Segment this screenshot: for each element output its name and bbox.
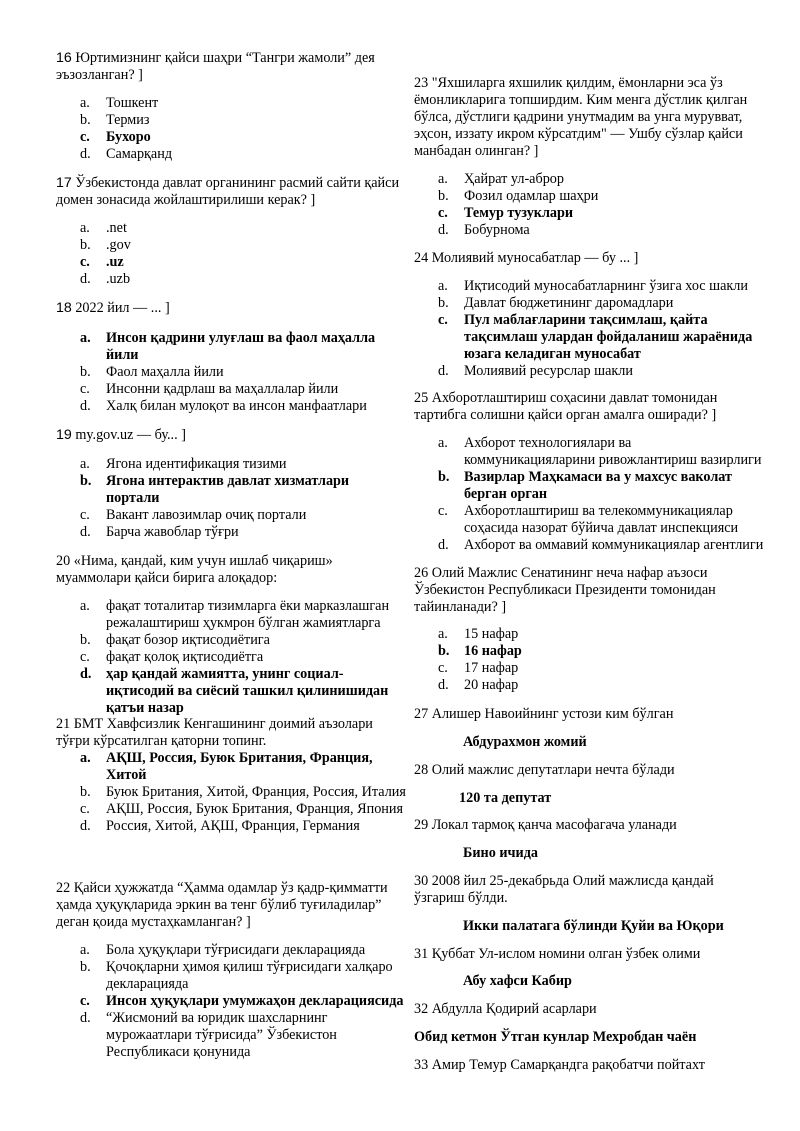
option-text: “Жисмоний ва юридик шахсларнинг мурожаатлари тўғрисида” Ўзбекистон Республикаси қонунида: [106, 1010, 337, 1060]
option-item: [56, 129, 406, 146]
option-marker: c.: [80, 507, 90, 523]
option-item: [56, 507, 406, 524]
question-16: [56, 50, 406, 84]
option-text: АҚШ, Россия, Буюк Британия, Франция, Хитой: [106, 750, 373, 783]
question-23: 23 "Яхшиларга яхшилик қилдим, ёмонларни эса ўз ёмонликларига топширдим. Ким менга дўстлик қилган бўлса, дўстлиги қадрини унутмадим ва унга мурувват, эҳсон, иззату икром кўрсатдим" — Ушбу сўзлар қайси манбадан олинган? ]: [414, 75, 748, 159]
option-marker: b.: [80, 112, 91, 128]
option-marker: d.: [438, 222, 449, 238]
option-marker: a.: [80, 598, 90, 614]
option-item: [56, 666, 406, 717]
question-26: 26 Олий Мажлис Сенатининг неча нафар аъзоси Ўзбекистон Республикаси Президенти томонидан тайинланади? ]: [414, 565, 716, 615]
option-marker: d.: [80, 271, 91, 287]
option-marker: d.: [438, 363, 449, 379]
option-marker: a.: [80, 220, 90, 236]
option-item: [414, 205, 764, 222]
option-text: .uzb: [106, 271, 131, 287]
option-marker: a.: [438, 435, 448, 451]
question-24: 24 Молиявий муносабатлар — бу ... ]: [414, 250, 639, 266]
option-marker: d.: [80, 524, 91, 540]
option-marker: b.: [80, 364, 91, 380]
option-marker: d.: [80, 146, 91, 162]
option-marker: d.: [438, 537, 449, 553]
question-17: [56, 175, 406, 209]
option-text: Россия, Хитой, АҚШ, Франция, Германия: [106, 818, 360, 834]
option-item: [56, 942, 406, 959]
options-16: [56, 95, 406, 163]
option-text: Самарқанд: [106, 146, 173, 162]
question-number: 17: [56, 175, 72, 191]
option-text: фақат бозор иқтисодиётига: [106, 632, 270, 648]
option-text: фақат қолоқ иқтисодиётга: [106, 649, 264, 665]
option-text: Ахборот технологиялари ва коммуникацияларини ривожлантириш вазирлиги: [464, 435, 762, 468]
answer-27: Абдурахмон жомий: [463, 734, 587, 750]
option-marker: a.: [438, 626, 448, 642]
option-item: [414, 171, 764, 188]
options-19: [56, 456, 406, 541]
options-22: [56, 942, 406, 1061]
question-31: 31 Қуббат Ул-ислом номини олган ўзбек олими: [414, 946, 701, 962]
options-20: [56, 598, 406, 717]
option-item: [56, 146, 406, 163]
question-28: 28 Олий мажлис депутатлари нечта бўлади: [414, 762, 675, 778]
answer-32: Обид кетмон Ўтган кунлар Мехробдан чаён: [414, 1029, 697, 1045]
option-item: [56, 398, 406, 415]
option-text: Вазирлар Маҳкамаси ва у махсус ваколат берган орган: [464, 469, 732, 502]
option-item: [56, 271, 406, 288]
option-text: Давлат бюджетининг даромадлари: [464, 295, 674, 311]
option-text: 15 нафар: [464, 626, 519, 642]
question-30: 30 2008 йил 25-декабрьда Олий мажлисда қандай ўзгариш бўлди.: [414, 873, 714, 906]
option-text: Инсон қадрини улуғлаш ва фаол маҳалла йили: [106, 330, 376, 363]
option-item: [414, 295, 764, 312]
option-marker: b.: [438, 188, 449, 204]
option-marker: d.: [80, 666, 92, 682]
option-text: 17 нафар: [464, 660, 519, 676]
option-item: [56, 959, 406, 993]
option-item: [56, 473, 406, 507]
option-text: .net: [106, 220, 127, 236]
option-item: [56, 801, 406, 818]
answer-30: Икки палатага бўлинди Қуйи ва Юқори: [463, 918, 724, 934]
option-marker: c.: [80, 801, 90, 817]
option-text: Халқ билан мулоқот ва инсон манфаатлари: [106, 398, 367, 414]
option-item: [414, 677, 764, 694]
option-marker: b.: [80, 632, 91, 648]
option-marker: b.: [80, 237, 91, 253]
option-item: [414, 537, 764, 554]
option-text: Бухоро: [106, 129, 151, 145]
option-text: Фаол маҳалла йили: [106, 364, 224, 380]
option-marker: d.: [438, 677, 449, 693]
option-item: [414, 363, 764, 380]
option-item: [56, 784, 406, 801]
options-23: [414, 171, 764, 239]
options-24: [414, 278, 764, 380]
option-item: [56, 254, 406, 271]
options-17: [56, 220, 406, 288]
answer-29: Бино ичида: [463, 845, 538, 861]
question-number: 16: [56, 50, 72, 66]
question-25: 25 Ахборотлаштириш соҳасини давлат томонидан тартибга солишни қайси орган амалга оширади? ]: [414, 390, 718, 423]
option-item: [56, 632, 406, 649]
question-19: [56, 427, 406, 444]
option-text: Ахборот ва оммавий коммуникациялар агентлиги: [464, 537, 764, 553]
option-item: [414, 503, 764, 537]
question-21: 21 БМТ Хавфсизлик Кенгашининг доимий аъзолари тўғри кўрсатилган қаторни топинг.: [56, 716, 373, 749]
option-marker: c.: [80, 129, 90, 145]
question-text: Юртимизнинг қайси шаҳри “Тангри жамоли” дея эъзозланган? ]: [56, 50, 375, 83]
option-marker: d.: [80, 818, 91, 834]
question-18: [56, 300, 406, 317]
option-text: Инсон ҳуқуқлари умумжаҳон декларациясида: [106, 993, 404, 1009]
option-marker: c.: [438, 312, 448, 328]
option-item: [56, 524, 406, 541]
question-20: 20 «Нима, қандай, ким учун ишлаб чиқариш» муаммолари қайси бирига алоқадор:: [56, 553, 333, 586]
option-marker: d.: [80, 1010, 91, 1026]
option-text: .uz: [106, 254, 124, 270]
options-25: [414, 435, 764, 554]
options-18: [56, 330, 406, 415]
option-item: [56, 112, 406, 129]
option-item: [56, 598, 406, 632]
question-22: 22 Қайси ҳужжатда “Ҳамма одамлар ўз қадр-қимматти ҳамда ҳуқуқларида эркин ва тенг бўлиб туғиладилар” деган қоида мустаҳкамланган? ]: [56, 880, 388, 930]
option-item: [56, 1010, 406, 1061]
option-item: [414, 222, 764, 239]
option-item: [56, 364, 406, 381]
option-item: [56, 237, 406, 254]
option-text: Ягона интерактив давлат хизматлари портали: [106, 473, 350, 506]
option-item: [56, 818, 406, 835]
option-text: Молиявий ресурслар шакли: [464, 363, 633, 379]
option-marker: a.: [80, 750, 91, 766]
option-text: ҳар қандай жамиятта, унинг социал-иқтисодий ва сиёсий ташкил қилинишидан қатъи назар: [106, 666, 389, 716]
option-text: Бобурнома: [464, 222, 530, 238]
option-marker: c.: [438, 660, 448, 676]
option-item: [56, 95, 406, 112]
option-marker: c.: [438, 205, 448, 221]
option-marker: a.: [80, 942, 90, 958]
option-text: Бола ҳуқуқлари тўғрисидаги декларацияда: [106, 942, 366, 958]
question-text: 2022 йил — ... ]: [75, 300, 170, 316]
option-marker: d.: [80, 398, 91, 414]
option-marker: c.: [438, 503, 448, 519]
option-text: Пул маблағларини тақсимлаш, қайта тақсимлаш улардан фойдаланиш жараёнида юзага келадиган муносабат: [464, 312, 753, 362]
option-item: [414, 626, 764, 643]
question-32: 32 Абдулла Қодирий асарлари: [414, 1001, 597, 1017]
option-text: Инсонни қадрлаш ва маҳаллалар йили: [106, 381, 339, 397]
option-marker: c.: [80, 649, 90, 665]
option-text: Ягона идентификация тизими: [106, 456, 287, 472]
option-text: Фозил одамлар шаҳри: [464, 188, 599, 204]
option-item: [56, 456, 406, 473]
option-text: Буюк Британия, Хитой, Франция, Россия, Италия: [106, 784, 406, 800]
option-text: фақат тоталитар тизимларга ёки марказлашган режалаштириш ҳукмрон бўлган жамиятларга: [106, 598, 390, 631]
answer-28: 120 та депутат: [459, 790, 552, 806]
options-26: [414, 626, 764, 694]
option-marker: a.: [80, 95, 90, 111]
option-marker: c.: [80, 381, 90, 397]
question-number: 19: [56, 427, 72, 443]
option-item: [56, 649, 406, 666]
option-item: [414, 278, 764, 295]
option-text: .gov: [106, 237, 131, 253]
question-text: my.gov.uz — бу... ]: [75, 427, 186, 443]
option-text: 20 нафар: [464, 677, 519, 693]
option-text: Қочоқларни ҳимоя қилиш тўғрисидаги халқаро декларацияда: [106, 959, 393, 992]
option-item: [414, 660, 764, 677]
option-text: Темур тузуклари: [464, 205, 574, 221]
option-text: Ахборотлаштириш ва телекоммуникациялар соҳасида назорат бўйича давлат инспекцияси: [464, 503, 739, 536]
option-marker: a.: [438, 171, 448, 187]
question-27: 27 Алишер Навоийнинг устози ким бўлган: [414, 706, 674, 722]
option-marker: a.: [80, 330, 91, 346]
option-marker: c.: [80, 254, 90, 270]
option-text: Ҳайрат ул-аброр: [464, 171, 564, 187]
option-item: [56, 220, 406, 237]
option-item: [414, 643, 764, 660]
option-text: Термиз: [106, 112, 150, 128]
answer-31: Абу хафси Кабир: [463, 973, 572, 989]
question-29: 29 Локал тармоқ қанча масофагача уланади: [414, 817, 677, 833]
option-text: 16 нафар: [464, 643, 522, 659]
option-marker: b.: [80, 959, 91, 975]
option-item: [414, 435, 764, 469]
option-marker: b.: [438, 643, 450, 659]
question-33: 33 Амир Темур Самарқандга рақобатчи пойтахт: [414, 1057, 705, 1073]
option-marker: b.: [438, 295, 449, 311]
option-item: [56, 750, 406, 784]
option-marker: b.: [80, 473, 92, 489]
option-text: Барча жавоблар тўғри: [106, 524, 239, 540]
option-marker: b.: [438, 469, 450, 485]
option-marker: a.: [438, 278, 448, 294]
option-text: Иқтисодий муносабатларнинг ўзига хос шакли: [464, 278, 748, 294]
option-item: [414, 188, 764, 205]
option-text: Тошкент: [106, 95, 159, 111]
option-item: [414, 312, 764, 363]
option-marker: c.: [80, 993, 90, 1009]
option-text: АҚШ, Россия, Буюк Британия, Франция, Япония: [106, 801, 403, 817]
options-21: [56, 750, 406, 835]
option-item: [56, 993, 406, 1010]
option-item: [414, 469, 764, 503]
option-item: [56, 381, 406, 398]
option-marker: a.: [80, 456, 90, 472]
option-text: Вакант лавозимлар очиқ портали: [106, 507, 307, 523]
question-number: 18: [56, 300, 72, 316]
option-marker: b.: [80, 784, 91, 800]
question-text: Ўзбекистонда давлат органининг расмий сайти қайси домен зонасида жойлаштирилиши керак? ]: [56, 175, 400, 208]
option-item: [56, 330, 406, 364]
